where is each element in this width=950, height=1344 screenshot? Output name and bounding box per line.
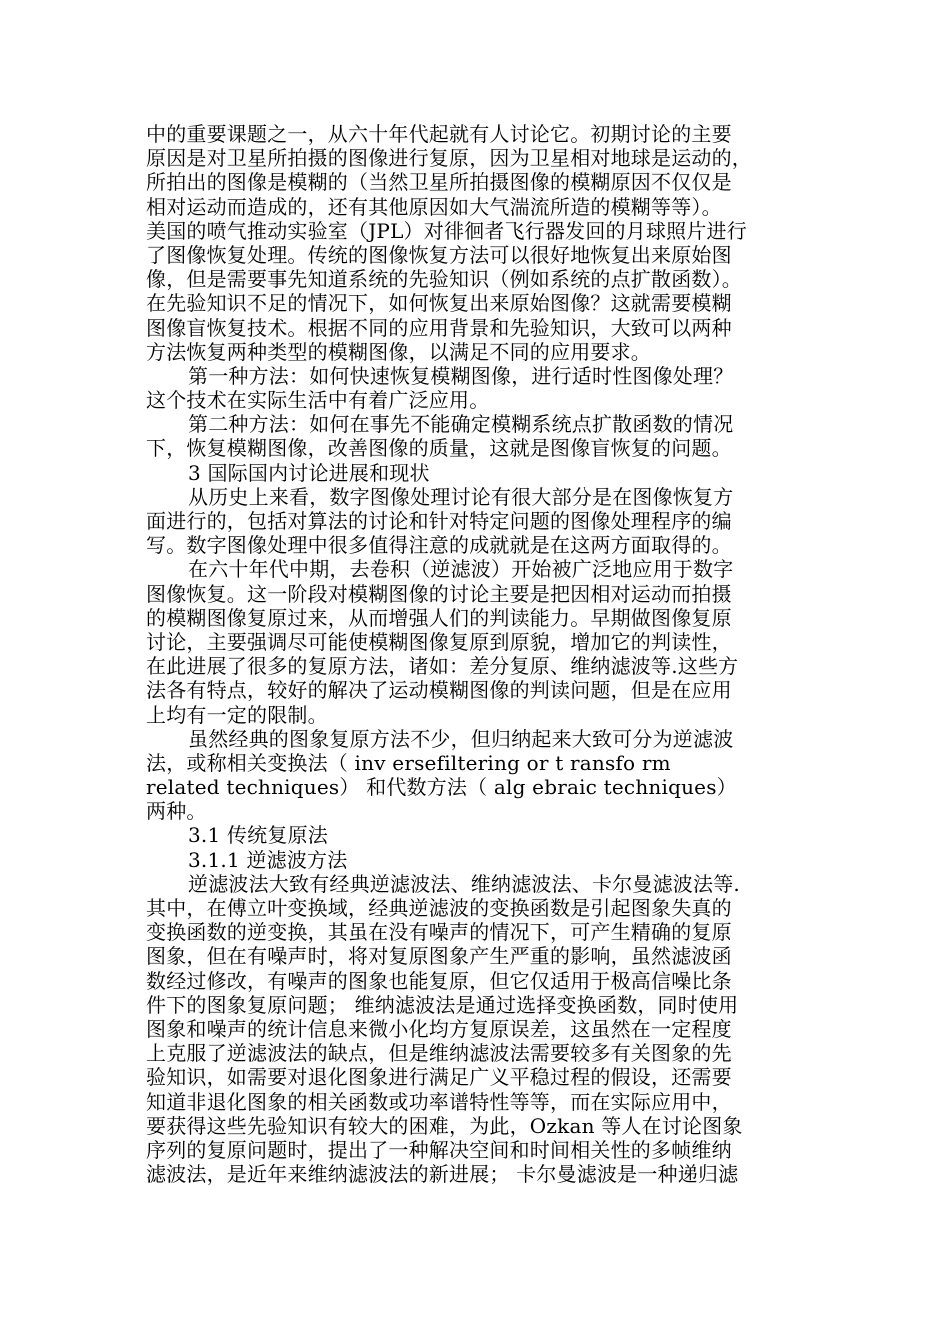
text-line: 序列的复原问题时，提出了一种解决空间和时间相关性的多帧维纳 — [146, 1137, 732, 1162]
text-line: 的模糊图像复原过来，从而增强人们的判读能力。早期做图像复原 — [146, 605, 732, 630]
text-line: 这个技术在实际生活中有着广泛应用。 — [146, 388, 490, 413]
text-line: 原因是对卫星所拍摄的图像进行复原，因为卫星相对地球是运动的， — [146, 146, 752, 171]
text-line: 图象，但在有噪声时，将对复原图象产生严重的影响，虽然滤波函 — [146, 944, 732, 969]
text-line: 在先验知识不足的情况下，如何恢复出来原始图像？这就需要模糊 — [146, 291, 732, 316]
text-line: 滤波法，是近年来维纳滤波法的新进展； 卡尔曼滤波是一种递归滤 — [146, 1162, 739, 1187]
text-line: 要获得这些先验知识有较大的困难，为此，Ozkan 等人在讨论图象 — [146, 1113, 743, 1138]
text-line: 图像恢复。这一阶段对模糊图像的讨论主要是把因相对运动而拍摄 — [146, 581, 732, 606]
text-line: 3.1.1 逆滤波方法 — [188, 847, 348, 872]
text-line: 下，恢复模糊图像，改善图像的质量，这就是图像盲恢复的问题。 — [146, 436, 732, 461]
text-line: related techniques） 和代数方法（ alg ebraic techniques） — [146, 775, 737, 800]
text-line: 讨论，主要强调尽可能使模糊图像复原到原貌，增加它的判读性， — [146, 629, 732, 654]
text-line: 相对运动而造成的，还有其他原因如大气湍流所造的模糊等等）。 — [146, 194, 722, 219]
text-line: 第二种方法：如何在事先不能确定模糊系统点扩散函数的情况 — [188, 412, 734, 437]
text-line: 方法恢复两种类型的模糊图像，以满足不同的应用要求。 — [146, 339, 651, 364]
text-line: 虽然经典的图象复原方法不少，但归纳起来大致可分为逆滤波 — [188, 726, 734, 751]
text-line: 变换函数的逆变换，其虽在没有噪声的情况下，可产生精确的复原 — [146, 920, 732, 945]
text-line: 3 国际国内讨论进展和现状 — [188, 460, 430, 485]
text-line: 所拍出的图像是模糊的（当然卫星所拍摄图像的模糊原因不仅仅是 — [146, 170, 732, 195]
text-line: 从历史上来看，数字图像处理讨论有很大部分是在图像恢复方 — [188, 484, 734, 509]
text-line: 上均有一定的限制。 — [146, 702, 328, 727]
text-line: 逆滤波法大致有经典逆滤波法、维纳滤波法、卡尔曼滤波法等. — [188, 871, 740, 896]
text-line: 了图像恢复处理。传统的图像恢复方法可以很好地恢复出来原始图 — [146, 242, 732, 267]
text-line: 像，但是需要事先知道系统的先验知识（例如系统的点扩散函数）。 — [146, 267, 742, 292]
text-line: 在此进展了很多的复原方法，诸如：差分复原、维纳滤波等.这些方 — [146, 654, 739, 679]
text-line: 两种。 — [146, 799, 207, 824]
text-line: 美国的喷气推动实验室（JPL）对徘徊者飞行器发回的月球照片进行 — [146, 218, 747, 243]
text-line: 中的重要课题之一，从六十年代起就有人讨论它。初期讨论的主要 — [146, 122, 732, 146]
text-line: 知道非退化图象的相关函数或功率谱特性等等，而在实际应用中， — [146, 1089, 732, 1114]
text-line: 法各有特点，较好的解决了运动模糊图像的判读问题，但是在应用 — [146, 678, 732, 703]
text-line: 法，或称相关变换法（ inv ersefiltering or t ransfo rm — [146, 750, 671, 775]
text-line: 验知识，如需要对退化图象进行满足广义平稳过程的假设，还需要 — [146, 1065, 732, 1090]
text-line: 图像盲恢复技术。根据不同的应用背景和先验知识，大致可以两种 — [146, 315, 732, 340]
document-body — [146, 122, 806, 1186]
text-line: 第一种方法：如何快速恢复模糊图像，进行适时性图像处理？ — [188, 363, 734, 388]
text-line: 上克服了逆滤波法的缺点，但是维纳滤波法需要较多有关图象的先 — [146, 1041, 732, 1066]
text-line: 其中，在傅立叶变换域，经典逆滤波的变换函数是引起图象失真的 — [146, 896, 732, 920]
text-line: 件下的图象复原问题； 维纳滤波法是通过选择变换函数，同时使用 — [146, 992, 739, 1017]
text-line: 数经过修改，有噪声的图象也能复原，但它仅适用于极高信噪比条 — [146, 968, 732, 993]
text-line: 写。数字图像处理中很多值得注意的成就就是在这两方面取得的。 — [146, 533, 732, 558]
text-line: 面进行的，包括对算法的讨论和针对特定问题的图像处理程序的编 — [146, 509, 732, 533]
text-line: 在六十年代中期，去卷积（逆滤波）开始被广泛地应用于数字 — [188, 557, 734, 582]
text-line: 图象和噪声的统计信息来微小化均方复原误差，这虽然在一定程度 — [146, 1016, 732, 1041]
text-line: 3.1 传统复原法 — [188, 823, 328, 848]
